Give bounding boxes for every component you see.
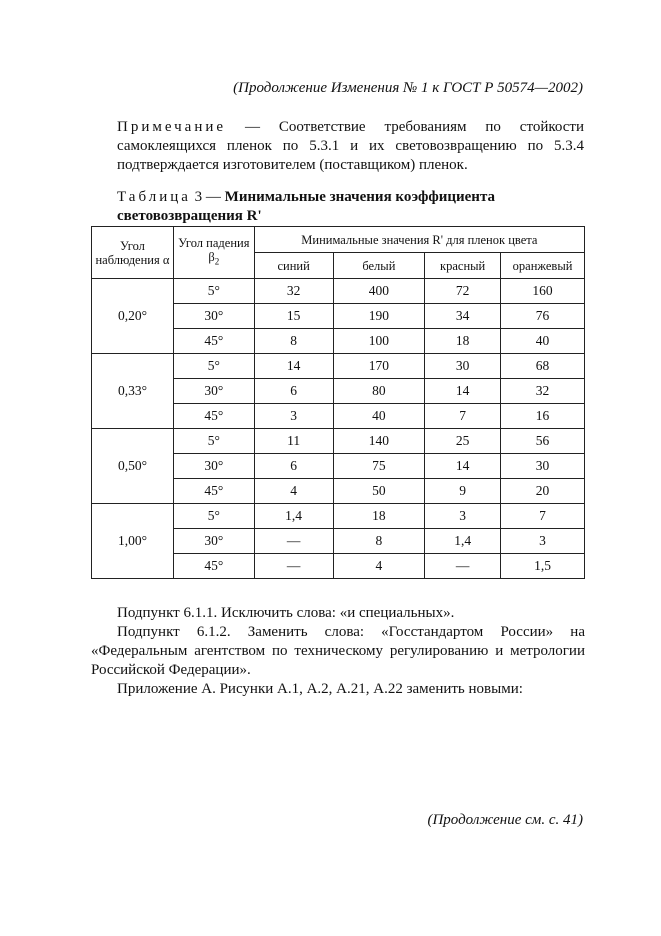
- beta-cell: 30°: [173, 379, 254, 404]
- beta-cell: 30°: [173, 304, 254, 329]
- value-cell: 75: [333, 454, 425, 479]
- value-cell: 9: [425, 479, 501, 504]
- value-cell: —: [254, 529, 333, 554]
- value-cell: 1,5: [501, 554, 585, 579]
- value-cell: 14: [425, 454, 501, 479]
- value-cell: 30: [501, 454, 585, 479]
- value-cell: 3: [425, 504, 501, 529]
- value-cell: 14: [425, 379, 501, 404]
- table-row: [92, 429, 585, 454]
- value-cell: 30: [425, 354, 501, 379]
- col-header-color: синий: [254, 253, 333, 279]
- value-cell: 56: [501, 429, 585, 454]
- alpha-cell: 1,00°: [92, 504, 174, 579]
- value-cell: 140: [333, 429, 425, 454]
- note-paragraph: [117, 118, 584, 175]
- value-cell: 3: [501, 529, 585, 554]
- table-caption-label: Таблица: [117, 189, 191, 205]
- value-cell: 68: [501, 354, 585, 379]
- value-cell: 8: [254, 329, 333, 354]
- col-header-incidence: Угол падения $\beta_2$: [173, 227, 254, 279]
- col-header-group: Минимальные значения R' для пленок цвета: [254, 227, 584, 253]
- table-caption: [117, 188, 584, 226]
- value-cell: 6: [254, 379, 333, 404]
- value-cell: 34: [425, 304, 501, 329]
- value-cell: 15: [254, 304, 333, 329]
- value-cell: 14: [254, 354, 333, 379]
- value-cell: 100: [333, 329, 425, 354]
- note-label: Примечание: [117, 119, 227, 135]
- col-header-observation: Угол наблюдения α: [92, 227, 174, 279]
- paragraph: Приложение А. Рисунки А.1, А.2, А.21, А.22 заменить новыми:: [117, 681, 523, 697]
- beta-cell: 5°: [173, 354, 254, 379]
- value-cell: 400: [333, 279, 425, 304]
- beta-cell: 45°: [173, 479, 254, 504]
- value-cell: 3: [254, 404, 333, 429]
- value-cell: 72: [425, 279, 501, 304]
- value-cell: 18: [333, 504, 425, 529]
- col-header-color: белый: [333, 253, 425, 279]
- table-caption-number: 3 —: [194, 189, 221, 205]
- table-row: [92, 279, 585, 304]
- value-cell: 32: [254, 279, 333, 304]
- table-row: [92, 504, 585, 529]
- value-cell: 1,4: [425, 529, 501, 554]
- alpha-cell: 0,50°: [92, 429, 174, 504]
- value-cell: 50: [333, 479, 425, 504]
- value-cell: 25: [425, 429, 501, 454]
- alpha-cell: 0,33°: [92, 354, 174, 429]
- value-cell: 8: [333, 529, 425, 554]
- table-body: [92, 279, 585, 579]
- value-cell: 32: [501, 379, 585, 404]
- beta-cell: 45°: [173, 554, 254, 579]
- beta-cell: 5°: [173, 504, 254, 529]
- value-cell: 160: [501, 279, 585, 304]
- value-cell: —: [254, 554, 333, 579]
- value-cell: 190: [333, 304, 425, 329]
- paragraph: Подпункт 6.1.2. Заменить слова: «Госстандартом России» на «Федеральным агентством по техническому регулированию и метрологии Российской Федерации».: [91, 624, 585, 678]
- beta-cell: 5°: [173, 279, 254, 304]
- col-header-color: оранжевый: [501, 253, 585, 279]
- beta-cell: 30°: [173, 454, 254, 479]
- value-cell: 11: [254, 429, 333, 454]
- paragraph: Подпункт 6.1.1. Исключить слова: «и специальных».: [117, 605, 455, 621]
- value-cell: 16: [501, 404, 585, 429]
- value-cell: 80: [333, 379, 425, 404]
- beta-cell: 30°: [173, 529, 254, 554]
- page-footer: (Продолжение см. с. 41): [427, 812, 583, 828]
- value-cell: 40: [501, 329, 585, 354]
- value-cell: 1,4: [254, 504, 333, 529]
- note-text: — Соответствие требованиям по стойкости самоклеящихся пленок по 5.3.1 и их световозвращению по 5.3.4 подтверждается изготовителем (поставщиком) пленок.: [117, 119, 584, 173]
- beta-cell: 5°: [173, 429, 254, 454]
- col-header-color: красный: [425, 253, 501, 279]
- value-cell: 18: [425, 329, 501, 354]
- alpha-cell: 0,20°: [92, 279, 174, 354]
- value-cell: 7: [501, 504, 585, 529]
- value-cell: 6: [254, 454, 333, 479]
- value-cell: 4: [333, 554, 425, 579]
- body-text: [91, 604, 585, 699]
- value-cell: —: [425, 554, 501, 579]
- table-row: [92, 354, 585, 379]
- value-cell: 76: [501, 304, 585, 329]
- value-cell: 20: [501, 479, 585, 504]
- value-cell: 40: [333, 404, 425, 429]
- page-header: (Продолжение Изменения № 1 к ГОСТ Р 50574—2002): [233, 80, 583, 96]
- beta-cell: 45°: [173, 404, 254, 429]
- data-table: [91, 226, 585, 579]
- table-caption-title: Минимальные значения коэффициента световозвращения R': [117, 189, 495, 224]
- value-cell: 7: [425, 404, 501, 429]
- value-cell: 4: [254, 479, 333, 504]
- value-cell: 170: [333, 354, 425, 379]
- beta-cell: 45°: [173, 329, 254, 354]
